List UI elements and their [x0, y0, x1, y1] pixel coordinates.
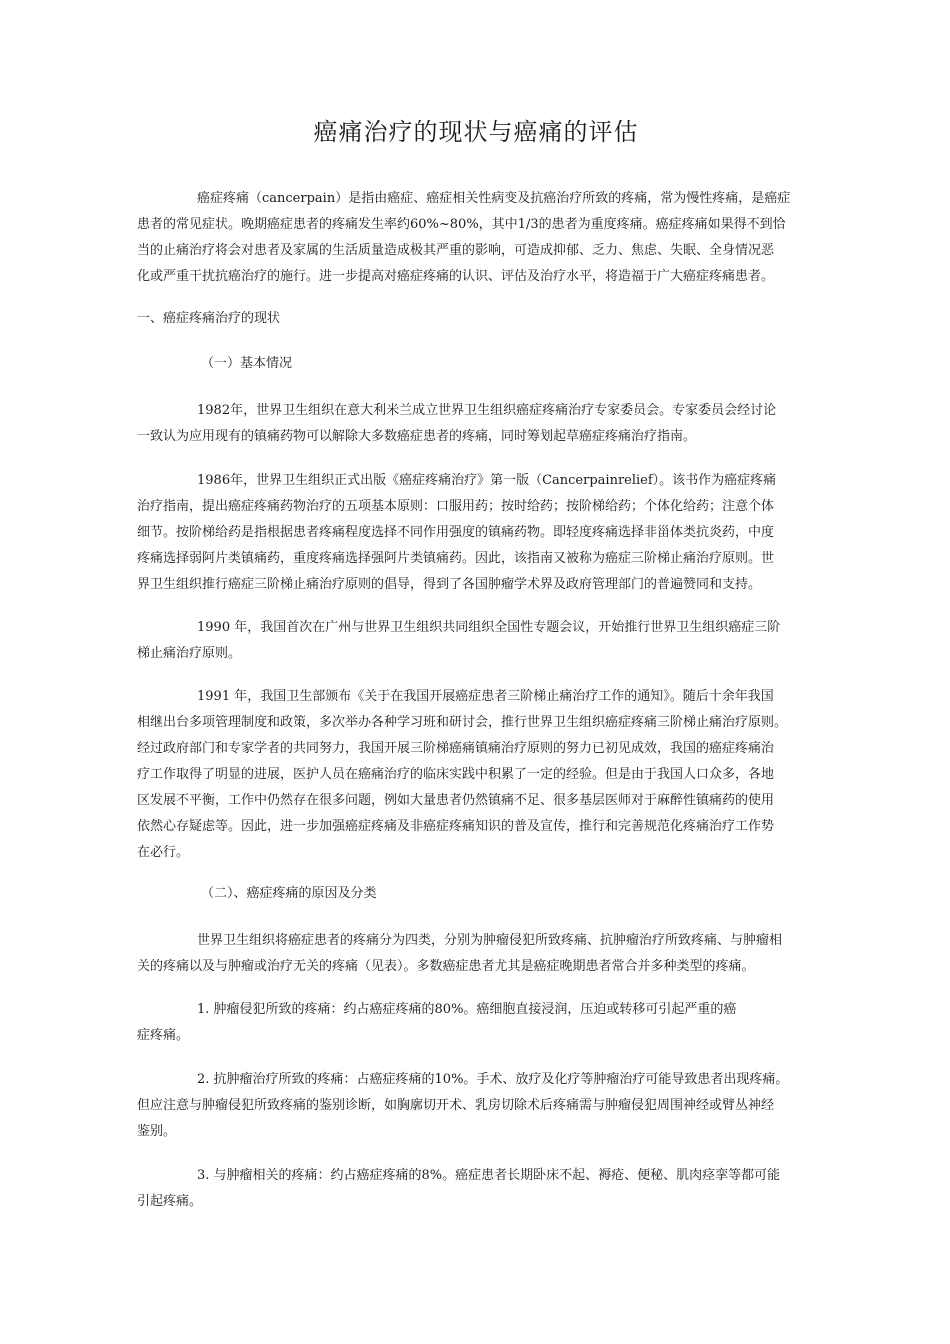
section1-heading: 一、癌症疼痛治疗的现状 [137, 311, 281, 326]
intro-line: 癌症疼痛（cancerpain）是指由癌症、癌症相关性病变及抗癌治疗所致的疼痛，常为慢性疼痛，是癌症 [197, 191, 791, 206]
list-item-line: 2. 抗肿瘤治疗所致的疼痛：占癌症疼痛的10%。手术、放疗及化疗等肿瘤治疗可能导致患者出现疼痛。 [197, 1072, 789, 1087]
list-item-1 [137, 997, 815, 1049]
paragraph-line: 疼痛选择弱阿片类镇痛药，重度疼痛选择强阿片类镇痛药。因此，该指南又被称为癌症三阶梯止痛治疗原则。世 [137, 551, 775, 566]
subsection1-heading: （一）基本情况 [201, 356, 293, 371]
list-item-line: 鉴别。 [137, 1124, 177, 1139]
paragraph-line: 细节。按阶梯给药是指根据患者疼痛程度选择不同作用强度的镇痛药物。即轻度疼痛选择非甾体类抗炎药，中度 [137, 525, 775, 540]
paragraph-line: 1990 年，我国首次在广州与世界卫生组织共同组织全国性专题会议，开始推行世界卫生组织癌症三阶 [197, 620, 781, 635]
paragraph-line: 区发展不平衡，工作中仍然存在很多问题，例如大量患者仍然镇痛不足、很多基层医师对于麻醉性镇痛药的使用 [137, 793, 775, 808]
paragraph-line: 关的疼痛以及与肿瘤或治疗无关的疼痛（见表）。多数癌症患者尤其是癌症晚期患者常合并多种类型的疼痛。 [137, 959, 755, 974]
paragraph-line: 1991 年，我国卫生部颁布《关于在我国开展癌症患者三阶梯止痛治疗工作的通知》。随后十余年我国 [197, 689, 774, 704]
intro-line: 当的止痛治疗将会对患者及家属的生活质量造成极其严重的影响，可造成抑郁、乏力、焦虑、失眠、全身情况恶 [137, 243, 775, 258]
paragraph-line: 界卫生组织推行癌症三阶梯止痛治疗原则的倡导，得到了各国肿瘤学术界及政府管理部门的普遍赞同和支持。 [137, 577, 762, 592]
paragraph-line: 梯止痛治疗原则。 [137, 646, 242, 661]
paragraph-1986 [137, 468, 815, 598]
paragraph-1990 [137, 615, 815, 667]
paragraph-line: 相继出台多项管理制度和政策，多次举办各种学习班和研讨会，推行世界卫生组织癌症疼痛三阶梯止痛治疗原则。 [137, 715, 788, 730]
paragraph-1991 [137, 684, 815, 866]
paragraph-who-classification [137, 928, 815, 980]
list-item-line: 但应注意与肿瘤侵犯所致疼痛的鉴别诊断，如胸廓切开术、乳房切除术后疼痛需与肿瘤侵犯周围神经或臂丛神经 [137, 1098, 775, 1113]
subsection2-heading: （二）、癌症疼痛的原因及分类 [201, 886, 377, 901]
list-item-2 [137, 1067, 815, 1145]
paragraph-line: 治疗指南，提出癌症疼痛药物治疗的五项基本原则：口服用药；按时给药；按阶梯给药；个体化给药；注意个体 [137, 499, 775, 514]
paragraph-line: 世界卫生组织将癌症患者的疼痛分为四类，分别为肿瘤侵犯所致疼痛、抗肿瘤治疗所致疼痛、与肿瘤相 [197, 933, 783, 948]
paragraph-line: 依然心存疑虑等。因此，进一步加强癌症疼痛及非癌症疼痛知识的普及宣传，推行和完善规范化疼痛治疗工作势 [137, 819, 775, 834]
intro-line: 患者的常见症状。晚期癌症患者的疼痛发生率约60%~80%，其中1/3的患者为重度疼痛。癌症疼痛如果得不到恰 [137, 217, 786, 232]
paragraph-1982 [137, 398, 815, 450]
intro-paragraph [137, 186, 815, 290]
paragraph-line: 在必行。 [137, 845, 190, 860]
document-title: 癌痛治疗的现状与癌痛的评估 [313, 118, 639, 146]
list-item-line: 症疼痛。 [137, 1028, 190, 1043]
list-item-line: 1. 肿瘤侵犯所致的疼痛：约占癌症疼痛的80%。癌细胞直接浸润，压迫或转移可引起严重的癌 [197, 1002, 737, 1017]
paragraph-line: 1982年，世界卫生组织在意大利米兰成立世界卫生组织癌症疼痛治疗专家委员会。专家委员会经讨论 [197, 403, 777, 418]
paragraph-line: 一致认为应用现有的镇痛药物可以解除大多数癌症患者的疼痛，同时筹划起草癌症疼痛治疗指南。 [137, 429, 697, 444]
list-item-line: 引起疼痛。 [137, 1194, 203, 1209]
list-item-3 [137, 1163, 815, 1215]
paragraph-line: 经过政府部门和专家学者的共同努力，我国开展三阶梯癌痛镇痛治疗原则的努力已初见成效，我国的癌症疼痛治 [137, 741, 775, 756]
list-item-line: 3. 与肿瘤相关的疼痛：约占癌症疼痛的8%。癌症患者长期卧床不起、褥疮、便秘、肌肉痉挛等都可能 [197, 1168, 781, 1183]
paragraph-line: 1986年，世界卫生组织正式出版《癌症疼痛治疗》第一版（Cancerpainrelief）。该书作为癌症疼痛 [197, 473, 777, 488]
paragraph-line: 疗工作取得了明显的进展，医护人员在癌痛治疗的临床实践中积累了一定的经验。但是由于我国人口众多，各地 [137, 767, 775, 782]
intro-line: 化或严重干扰抗癌治疗的施行。进一步提高对癌症疼痛的认识、评估及治疗水平，将造福于广大癌症疼痛患者。 [137, 269, 775, 284]
